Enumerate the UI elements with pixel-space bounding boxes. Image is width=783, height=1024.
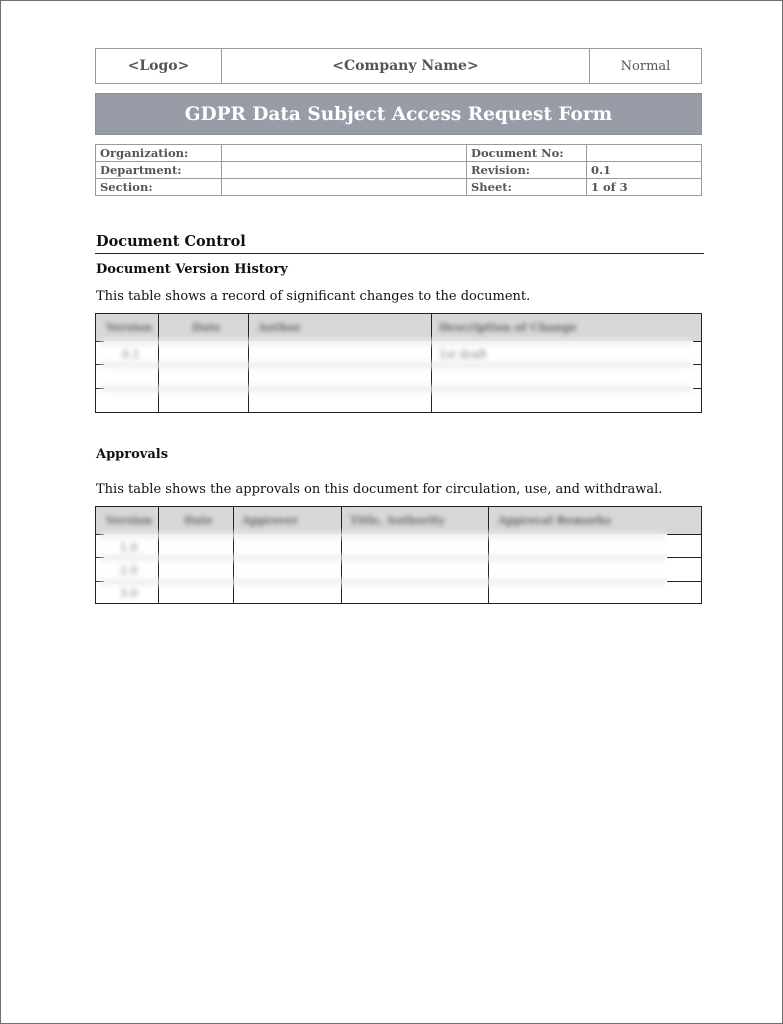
date-header: Date	[192, 321, 221, 334]
table-cell: 0.1	[122, 348, 140, 361]
organization-value	[222, 145, 467, 162]
table-cell: 3.0	[120, 587, 138, 600]
revision-label: Revision:	[467, 162, 587, 179]
logo-placeholder: <Logo>	[96, 49, 222, 83]
table-cell: 1st draft	[439, 348, 487, 361]
table-row	[96, 162, 702, 179]
table-row	[96, 179, 702, 196]
classification-label: Normal	[620, 58, 671, 74]
description-header: Description of Change	[439, 321, 577, 334]
document-no-value	[587, 145, 702, 162]
organization-label: Organization:	[96, 145, 222, 162]
version-history-intro: This table shows a record of significant changes to the document.	[96, 289, 531, 304]
approvals-intro: This table shows the approvals on this document for circulation, use, and withdrawal.	[96, 482, 663, 497]
section-label: Section:	[96, 179, 222, 196]
approval-remarks-header: Approval Remarks	[498, 514, 612, 527]
document-no-label: Document No:	[467, 145, 587, 162]
title-authority-header: Title, Authority	[350, 514, 445, 527]
table-header-row	[96, 314, 701, 341]
sheet-value: 1 of 3	[587, 179, 702, 196]
approvals-heading: Approvals	[96, 447, 169, 462]
document-metadata-table	[95, 144, 702, 196]
version-header: Version	[106, 514, 153, 527]
revision-value: 0.1	[587, 162, 702, 179]
document-header	[95, 48, 702, 84]
department-label: Department:	[96, 162, 222, 179]
approvals-table	[95, 506, 702, 604]
table-cell: 1.0	[120, 541, 138, 554]
sheet-label: Sheet:	[467, 179, 587, 196]
document-control-heading: Document Control	[96, 233, 246, 250]
table-cell: 2.0	[120, 564, 138, 577]
form-title-banner: GDPR Data Subject Access Request Form	[95, 93, 702, 135]
author-header: Author	[258, 321, 301, 334]
heading-divider	[95, 253, 704, 254]
version-header: Version	[106, 321, 153, 334]
version-history-table	[95, 313, 702, 413]
version-history-heading: Document Version History	[96, 262, 288, 277]
department-value	[222, 162, 467, 179]
table-row	[96, 145, 702, 162]
date-header: Date	[184, 514, 213, 527]
section-value	[222, 179, 467, 196]
approver-header: Approver	[242, 514, 299, 527]
company-name: <Company Name>	[222, 49, 590, 83]
